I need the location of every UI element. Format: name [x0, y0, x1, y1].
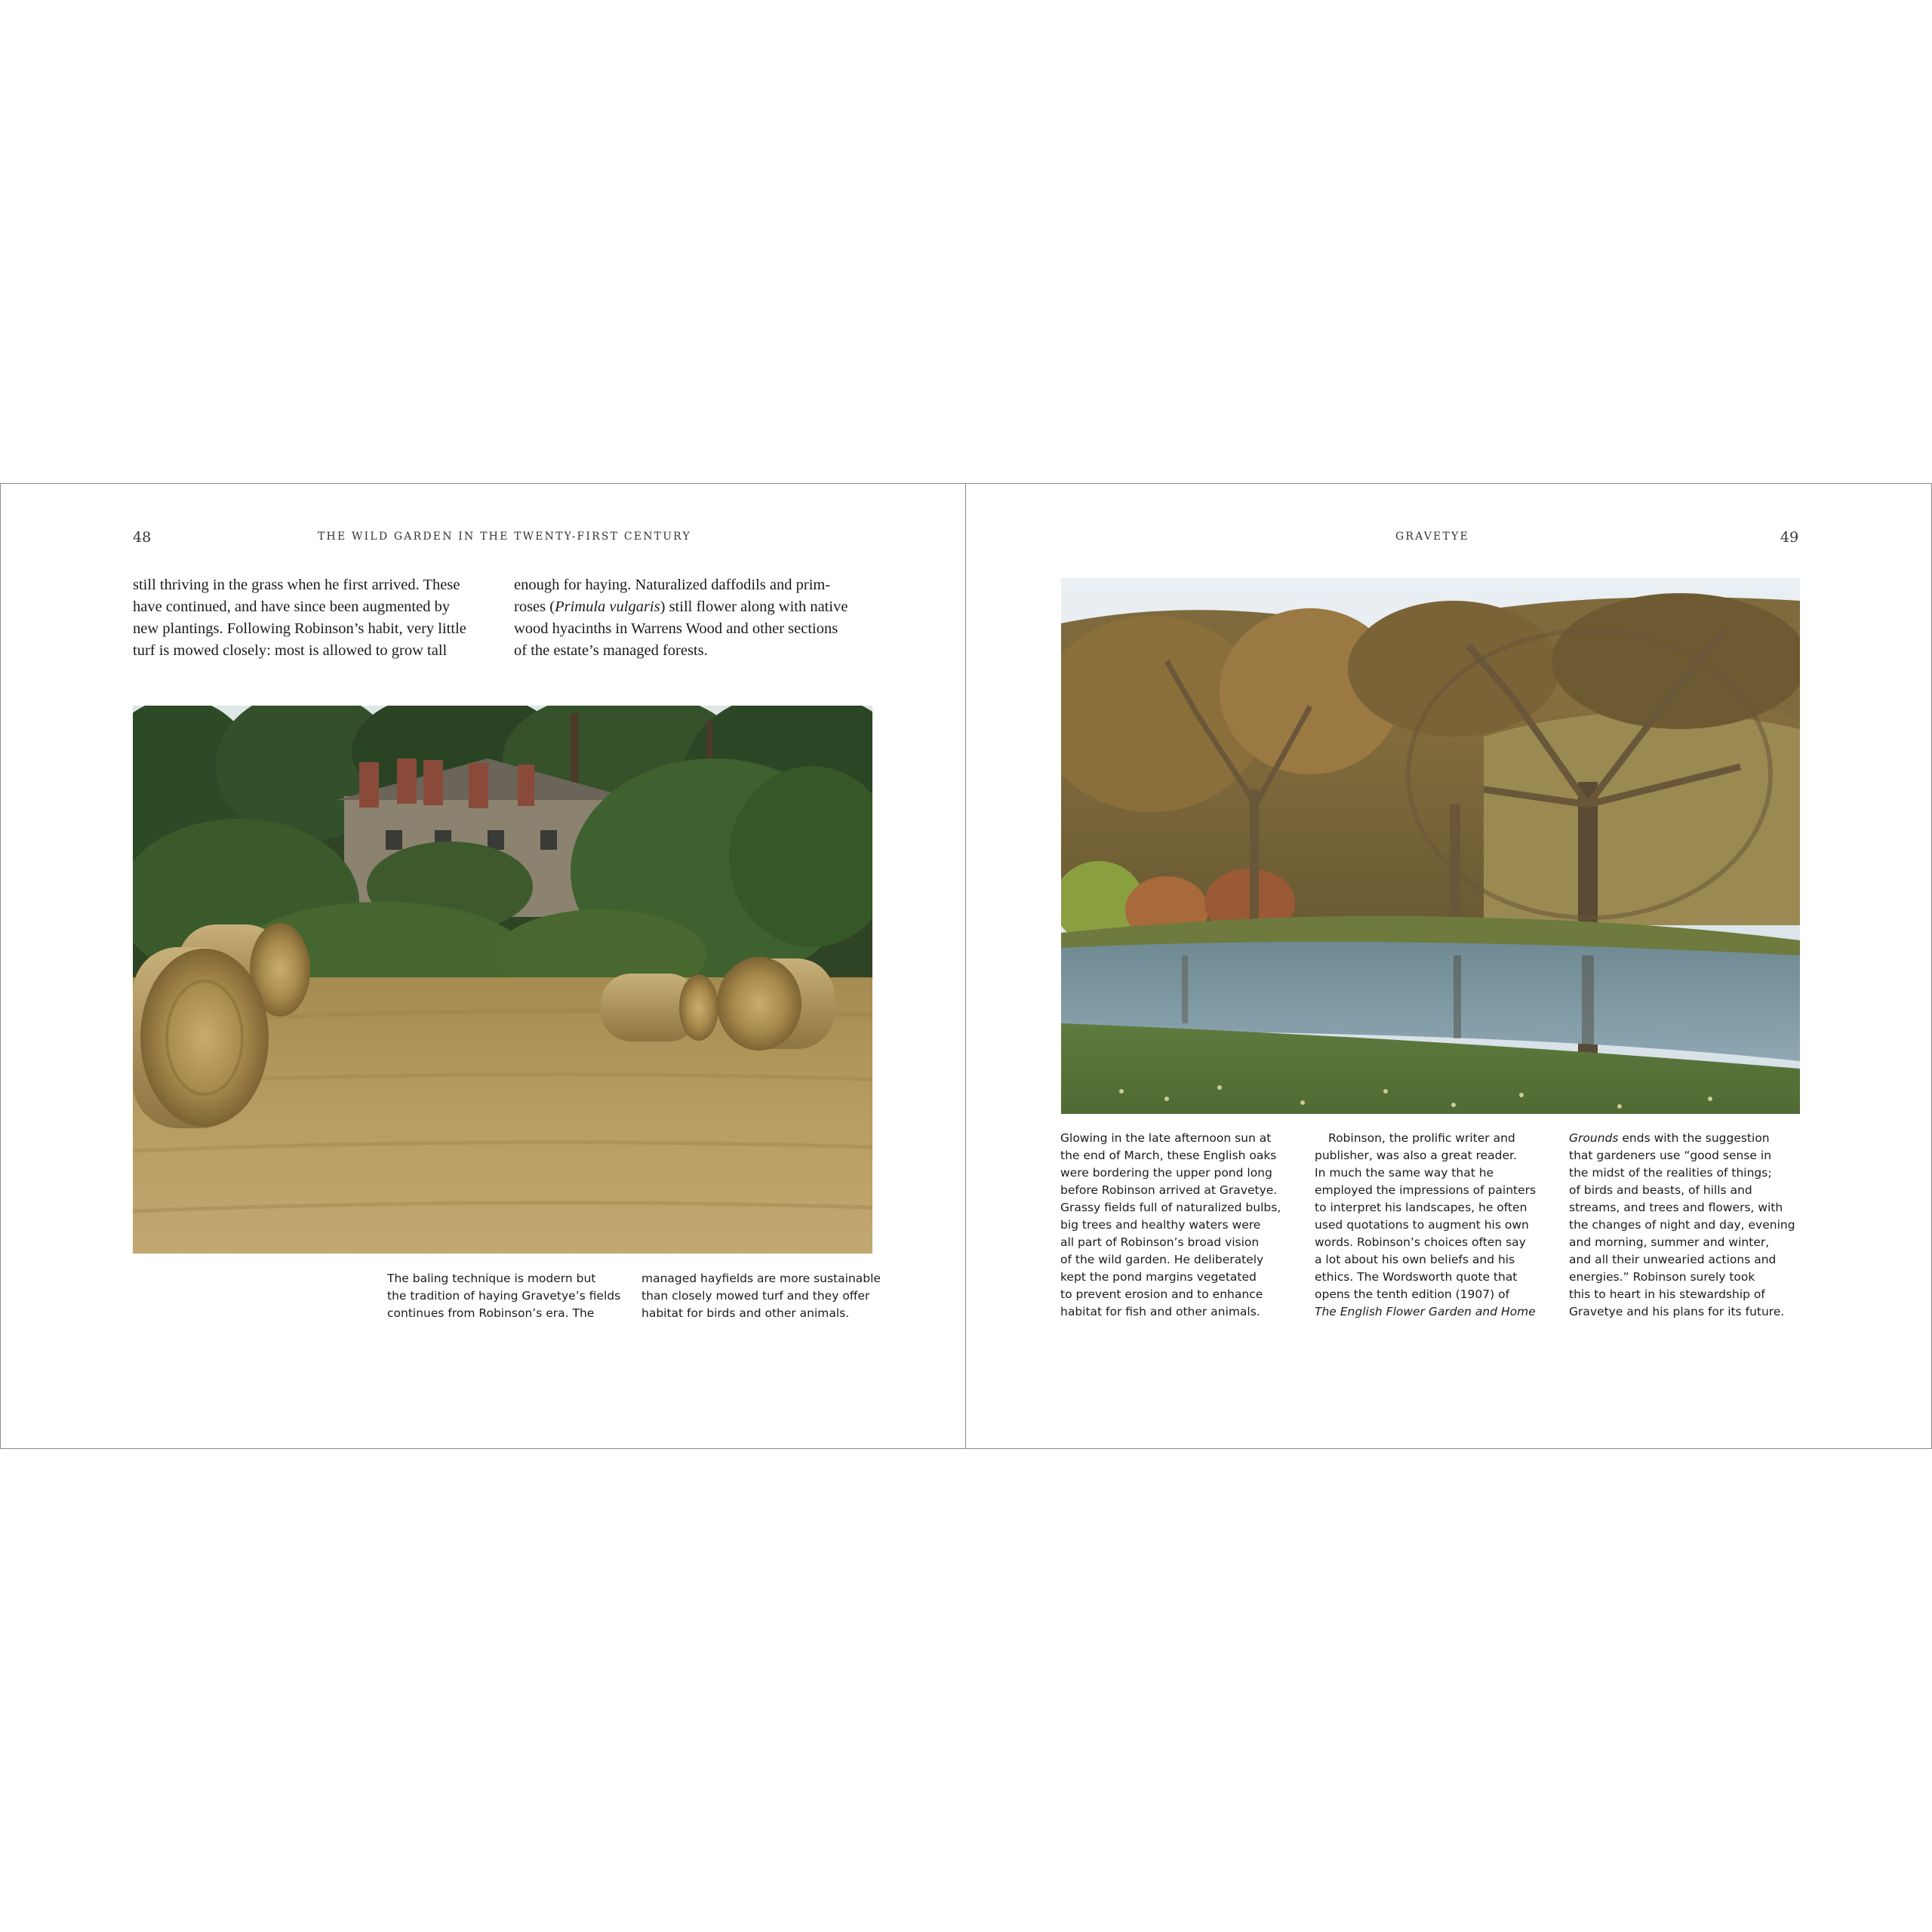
- text-line: wood hyacinths in Warrens Wood and other sections: [514, 620, 838, 637]
- text-line: all part of Robinson’s broad vision: [1060, 1235, 1260, 1249]
- text-line: the changes of night and day, evening: [1569, 1218, 1795, 1232]
- book-title: The English Flower Garden and Home: [1315, 1305, 1536, 1318]
- text-line: Gravetye and his plans for its future.: [1569, 1305, 1785, 1318]
- text-line: still thriving in the grass when he first arrived. These: [133, 577, 460, 593]
- text-line: that gardeners use “good sense in: [1569, 1149, 1772, 1162]
- page-number-right: 49: [1780, 529, 1799, 546]
- text-line: Glowing in the late afternoon sun at: [1060, 1131, 1272, 1145]
- text-line: publisher, was also a great reader.: [1315, 1149, 1517, 1162]
- hayfield-caption-col-1: [387, 1270, 620, 1322]
- text-line: and all their unwearied actions and: [1569, 1253, 1777, 1266]
- running-head-left: THE WILD GARDEN IN THE TWENTY-FIRST CENTURY: [318, 531, 691, 543]
- text-line: have continued, and have since been augmented by: [133, 598, 451, 615]
- text-line: employed the impressions of painters: [1315, 1183, 1537, 1197]
- text-line: In much the same way that he: [1315, 1166, 1494, 1180]
- text-line: and morning, summer and winter,: [1569, 1235, 1770, 1249]
- text-line: [1569, 1130, 1795, 1147]
- hayfield-photo: [133, 706, 872, 1254]
- text-line: habitat for birds and other animals.: [641, 1306, 850, 1320]
- text-line: this to heart in his stewardship of: [1569, 1287, 1765, 1301]
- text-line: The baling technique is modern but: [387, 1272, 596, 1285]
- text-line: energies.” Robinson surely took: [1569, 1270, 1755, 1284]
- text-line: ethics. The Wordsworth quote that: [1315, 1270, 1518, 1284]
- text-line: to interpret his landscapes, he often: [1315, 1201, 1527, 1214]
- body-text-column-2: [514, 574, 848, 662]
- text-line: kept the pond margins vegetated: [1060, 1270, 1257, 1284]
- text-line: enough for haying. Naturalized daffodils and prim-: [514, 577, 831, 593]
- text-line: habitat for fish and other animals.: [1060, 1305, 1260, 1318]
- pond-caption-col-3-text: [1569, 1130, 1795, 1321]
- text-line: of the wild garden. He deliberately: [1060, 1253, 1264, 1266]
- text-line: managed hayfields are more sustainable: [641, 1272, 881, 1285]
- text-line: big trees and healthy waters were: [1060, 1218, 1261, 1232]
- text-line: than closely mowed turf and they offer: [641, 1289, 870, 1303]
- text-line: streams, and trees and flowers, with: [1569, 1201, 1783, 1214]
- text-line: to prevent erosion and to enhance: [1060, 1287, 1263, 1301]
- text-fragment: ends with the suggestion: [1618, 1131, 1770, 1145]
- text-line: before Robinson arrived at Gravetye.: [1060, 1183, 1278, 1197]
- body-text-column-1: [133, 574, 466, 662]
- text-line: the end of March, these English oaks: [1060, 1149, 1277, 1162]
- text-line: Grassy fields full of naturalized bulbs,: [1060, 1201, 1281, 1214]
- text-line: the midst of the realities of things;: [1569, 1166, 1772, 1180]
- pond-oaks-photo: [1061, 578, 1800, 1114]
- text-line: Robinson, the prolific writer and: [1328, 1131, 1515, 1145]
- text-line: of birds and beasts, of hills and: [1569, 1183, 1752, 1197]
- text-line: were bordering the upper pond long: [1060, 1166, 1272, 1180]
- text-line: [514, 596, 848, 618]
- text-fragment: roses (: [514, 598, 555, 615]
- hayfield-caption-col-2: [641, 1270, 881, 1322]
- latin-name: Primula vulgaris: [555, 598, 660, 615]
- page-gutter: [965, 484, 966, 1448]
- page-number-left: 48: [133, 529, 152, 546]
- text-line: opens the tenth edition (1907) of: [1315, 1287, 1510, 1301]
- text-line: used quotations to augment his own: [1315, 1218, 1529, 1232]
- book-title: Grounds: [1569, 1131, 1619, 1145]
- text-line: new plantings. Following Robinson’s habit, very little: [133, 620, 466, 637]
- pond-caption-col-2-text: [1315, 1130, 1536, 1321]
- text-line: of the estate’s managed forests.: [514, 642, 708, 659]
- text-line: a lot about his own beliefs and his: [1315, 1253, 1515, 1266]
- text-line: continues from Robinson’s era. The: [387, 1306, 595, 1320]
- pond-caption-col-1-text: [1060, 1130, 1281, 1321]
- running-head-right: GRAVETYE: [1395, 531, 1469, 543]
- text-line: turf is mowed closely: most is allowed to grow tall: [133, 642, 448, 659]
- text-fragment: ) still flower along with native: [660, 598, 848, 615]
- text-line: the tradition of haying Gravetye’s fields: [387, 1289, 621, 1303]
- text-line: words. Robinson’s choices often say: [1315, 1235, 1526, 1249]
